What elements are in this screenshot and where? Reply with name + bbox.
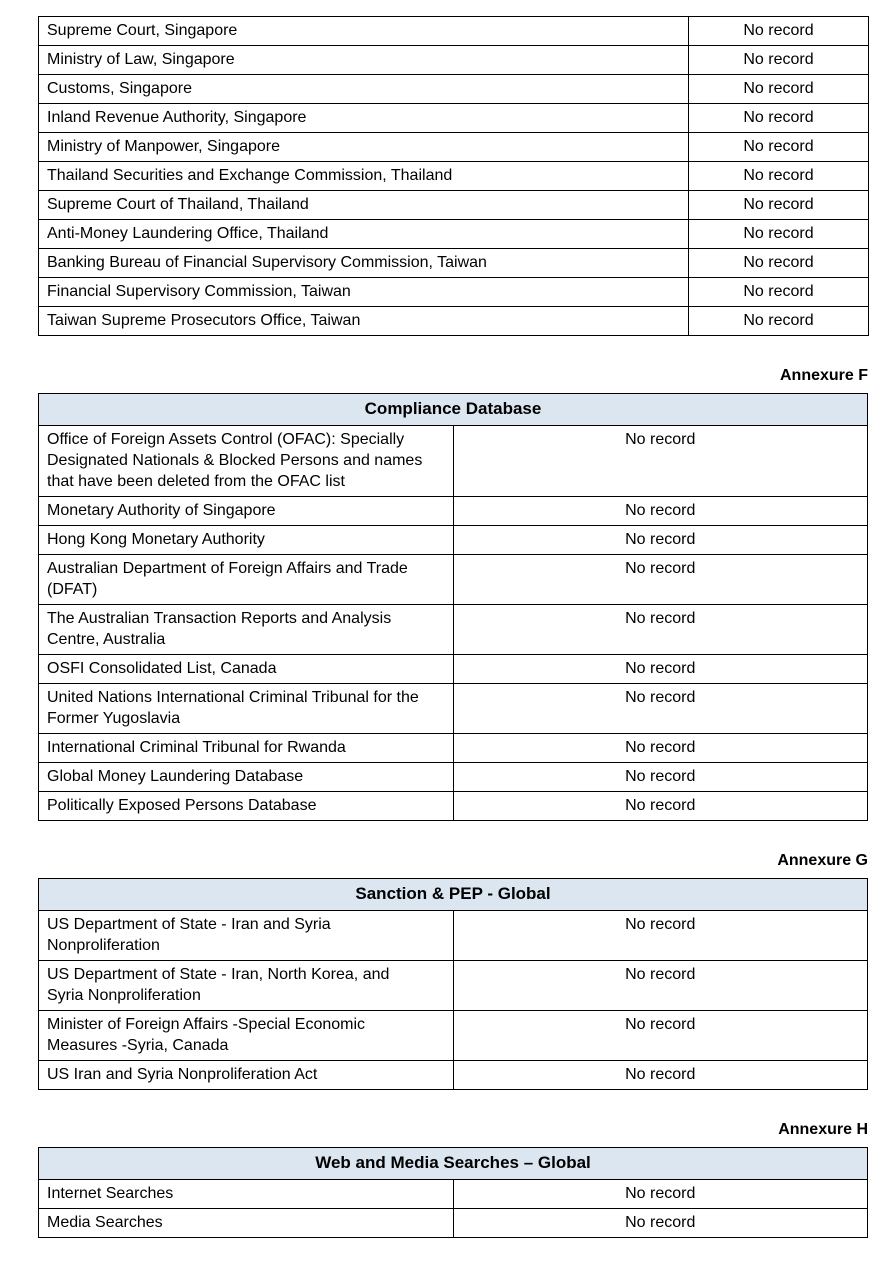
source-cell: Thailand Securities and Exchange Commission, Thailand [39, 162, 689, 191]
source-cell: Monetary Authority of Singapore [39, 497, 454, 526]
table-row [39, 1180, 868, 1209]
table-row [39, 763, 868, 792]
result-cell: No record [689, 191, 869, 220]
result-cell: No record [689, 162, 869, 191]
table-header-row [39, 1148, 868, 1180]
source-cell: Taiwan Supreme Prosecutors Office, Taiwan [39, 307, 689, 336]
table-row [39, 46, 869, 75]
result-cell: No record [689, 220, 869, 249]
annexure-label: Annexure G [777, 852, 868, 869]
result-cell: No record [689, 17, 869, 46]
result-cell: No record [453, 763, 868, 792]
source-cell: Supreme Court of Thailand, Thailand [39, 191, 689, 220]
result-cell: No record [453, 1011, 868, 1061]
result-cell: No record [453, 526, 868, 555]
result-cell: No record [453, 497, 868, 526]
source-cell: Office of Foreign Assets Control (OFAC): Specially Designated Nationals & Blocked Persons and names that have been deleted from the OFAC list [39, 426, 454, 497]
compliance-database-table [38, 393, 868, 821]
source-cell: Supreme Court, Singapore [39, 17, 689, 46]
regulatory-sources-table [38, 16, 869, 336]
table-row [39, 1209, 868, 1238]
table-title: Web and Media Searches – Global [39, 1148, 868, 1180]
result-cell: No record [453, 684, 868, 734]
table-row [39, 792, 868, 821]
table-title: Sanction & PEP - Global [39, 879, 868, 911]
table-row [39, 191, 869, 220]
source-cell: Anti-Money Laundering Office, Thailand [39, 220, 689, 249]
source-cell: OSFI Consolidated List, Canada [39, 655, 454, 684]
table-row [39, 605, 868, 655]
web-media-searches-global-table [38, 1147, 868, 1238]
table-row [39, 220, 869, 249]
table-row [39, 555, 868, 605]
source-cell: Global Money Laundering Database [39, 763, 454, 792]
table-row [39, 104, 869, 133]
result-cell: No record [453, 792, 868, 821]
source-cell: Customs, Singapore [39, 75, 689, 104]
result-cell: No record [453, 426, 868, 497]
source-cell: Minister of Foreign Affairs -Special Economic Measures -Syria, Canada [39, 1011, 454, 1061]
result-cell: No record [453, 605, 868, 655]
table-row [39, 278, 869, 307]
table-row [39, 655, 868, 684]
table-row [39, 684, 868, 734]
result-cell: No record [689, 278, 869, 307]
table-row [39, 75, 869, 104]
source-cell: Banking Bureau of Financial Supervisory Commission, Taiwan [39, 249, 689, 278]
table-row [39, 1061, 868, 1090]
annexure-label: Annexure F [779, 367, 868, 384]
source-cell: US Iran and Syria Nonproliferation Act [39, 1061, 454, 1090]
result-cell: No record [689, 75, 869, 104]
annexure-label: Annexure H [778, 1121, 868, 1138]
source-cell: Politically Exposed Persons Database [39, 792, 454, 821]
source-cell: Ministry of Manpower, Singapore [39, 133, 689, 162]
source-cell: Media Searches [39, 1209, 454, 1238]
result-cell: No record [689, 46, 869, 75]
table-row [39, 961, 868, 1011]
source-cell: US Department of State - Iran and Syria Nonproliferation [39, 911, 454, 961]
result-cell: No record [453, 911, 868, 961]
table-row [39, 497, 868, 526]
source-cell: United Nations International Criminal Tribunal for the Former Yugoslavia [39, 684, 454, 734]
table-title: Compliance Database [39, 394, 868, 426]
result-cell: No record [453, 555, 868, 605]
table-row [39, 307, 869, 336]
table-row [39, 162, 869, 191]
result-cell: No record [453, 1180, 868, 1209]
result-cell: No record [453, 1209, 868, 1238]
source-cell: Hong Kong Monetary Authority [39, 526, 454, 555]
source-cell: Inland Revenue Authority, Singapore [39, 104, 689, 133]
result-cell: No record [689, 307, 869, 336]
result-cell: No record [453, 961, 868, 1011]
table-row [39, 426, 868, 497]
source-cell: US Department of State - Iran, North Korea, and Syria Nonproliferation [39, 961, 454, 1011]
table-row [39, 1011, 868, 1061]
source-cell: Internet Searches [39, 1180, 454, 1209]
source-cell: International Criminal Tribunal for Rwanda [39, 734, 454, 763]
table-row [39, 734, 868, 763]
table-row [39, 133, 869, 162]
table-row [39, 526, 868, 555]
table-row [39, 249, 869, 278]
result-cell: No record [453, 655, 868, 684]
source-cell: Australian Department of Foreign Affairs and Trade (DFAT) [39, 555, 454, 605]
table-header-row [39, 394, 868, 426]
result-cell: No record [689, 104, 869, 133]
source-cell: Ministry of Law, Singapore [39, 46, 689, 75]
sanction-pep-global-table [38, 878, 868, 1090]
result-cell: No record [453, 1061, 868, 1090]
result-cell: No record [689, 249, 869, 278]
table-row [39, 911, 868, 961]
table-header-row [39, 879, 868, 911]
source-cell: The Australian Transaction Reports and Analysis Centre, Australia [39, 605, 454, 655]
result-cell: No record [453, 734, 868, 763]
source-cell: Financial Supervisory Commission, Taiwan [39, 278, 689, 307]
document-content [38, 16, 868, 1238]
table-row [39, 17, 869, 46]
result-cell: No record [689, 133, 869, 162]
